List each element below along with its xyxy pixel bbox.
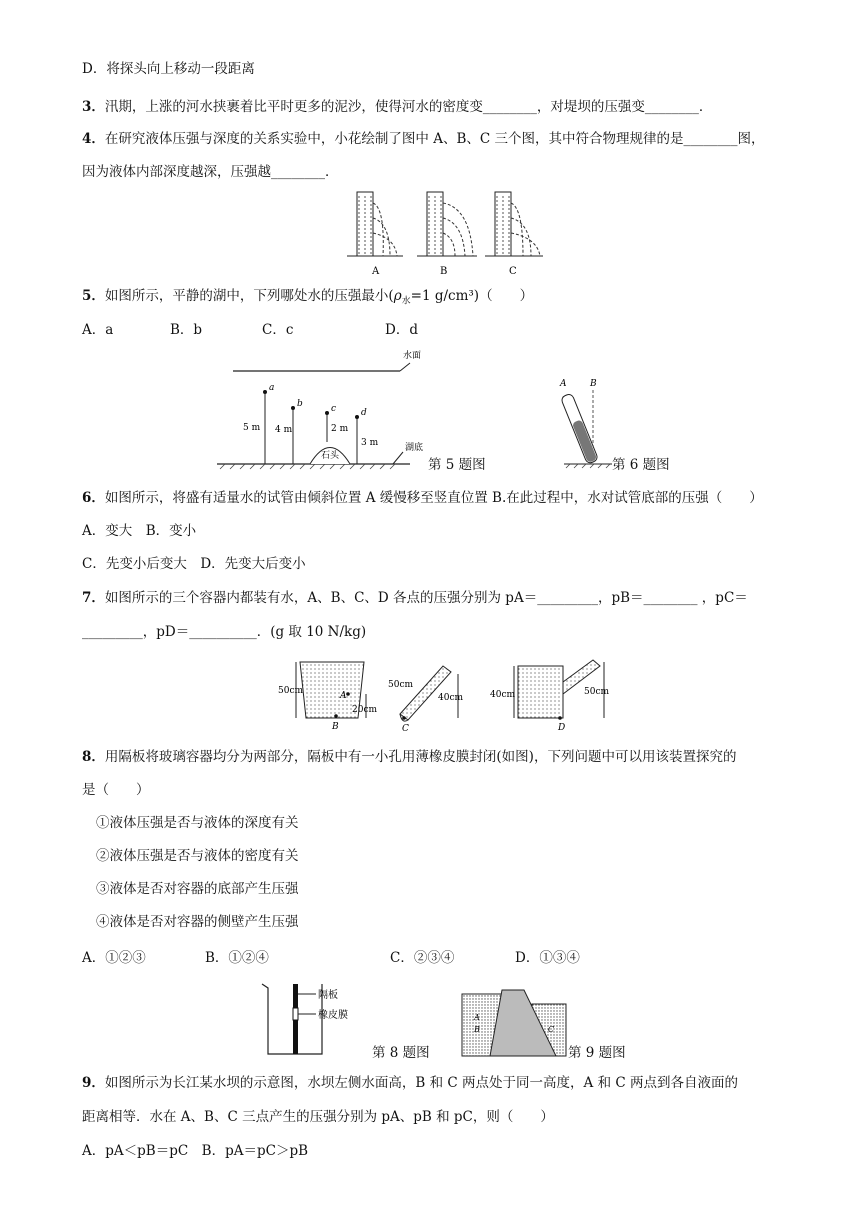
question-9-text-1: 如图所示为长江某水坝的示意图，水坝左侧水面高，B 和 C 两点处于同一高度，A 和 C 两点到各自液面的 — [104, 1075, 738, 1091]
q9-point-b: B — [474, 1025, 480, 1034]
q9-options: A．pA＜pB＝pC B．pA＝pC＞pB — [82, 1143, 309, 1159]
q6-option-c: C．先变小后变大 — [82, 556, 187, 572]
q2-option-d: D．将探头向上移动一段距离 — [82, 61, 255, 77]
rho-value: =1 g/cm³)（ ） — [410, 288, 534, 304]
partition-label: 隔板 — [318, 990, 338, 1001]
q5-option-a: A．a — [82, 322, 114, 338]
question-5-stem: 如图所示，平静的湖中，下列哪处水的压强最小( — [104, 288, 394, 304]
q6-option-ab — [82, 521, 196, 541]
question-7-number: 7． — [82, 590, 105, 606]
point-d-group — [355, 408, 379, 464]
q6-option-b: B．变小 — [145, 523, 197, 539]
question-4-line-2: 因为液体内部深度越深，压强越________． — [82, 164, 339, 180]
lake-bottom-label: 湖底 — [405, 443, 424, 453]
question-8-line-1 — [82, 747, 736, 767]
q6-option-d: D．先变大后变小 — [200, 556, 306, 572]
question-6-number: 6． — [82, 490, 105, 506]
point-d-label: d — [361, 408, 367, 418]
q8-item-2: ②液体压强是否与液体的密度有关 — [96, 848, 299, 864]
depth-b-label: 4 m — [275, 425, 293, 435]
q4-diagram-b — [417, 192, 477, 277]
q8-caption: 第 8 题图 — [372, 1045, 430, 1061]
depth-a-label: 5 m — [243, 423, 261, 433]
q6-label-a: A — [560, 379, 567, 389]
q7-point-c: C — [402, 724, 409, 734]
question-7-text-1: 如图所示的三个容器内都装有水，A、B、C、D 各点的压强分别为 pA＝_________，pB＝________ ，pC＝ — [104, 590, 748, 606]
question-4-line-1 — [82, 129, 765, 149]
question-9-number: 9． — [82, 1075, 105, 1091]
q9-point-a: A — [474, 1013, 480, 1022]
q6-figure — [558, 376, 614, 472]
q7-c2-length: 50cm — [388, 680, 414, 690]
question-8-line-2: 是（ ） — [82, 782, 150, 798]
question-5 — [82, 286, 533, 312]
question-9-line-2: 距离相等．水在 A、B、C 三点产生的压强分别为 pA、pB 和 pC，则（ ） — [82, 1109, 554, 1125]
q7-c2-height: 40cm — [438, 693, 464, 703]
question-4-text-1: 在研究液体压强与深度的关系实验中，小花绘制了图中 A、B、C 三个图，其中符合物理规律的是________图， — [104, 131, 765, 147]
q8-item-1: ①液体压强是否与液体的深度有关 — [96, 815, 299, 831]
depth-c-label: 2 m — [331, 424, 349, 434]
rho-symbol: ρ — [393, 288, 402, 304]
q7-point-b: B — [332, 722, 339, 732]
q6-option-cd — [82, 554, 306, 574]
q8-item-4: ④液体是否对容器的侧壁产生压强 — [96, 914, 299, 930]
q7-container-3 — [490, 660, 609, 733]
q5-option-c: C．c — [262, 322, 294, 338]
water-surface-label: 水面 — [403, 351, 422, 361]
point-b-label: b — [297, 399, 303, 409]
q9-figure — [460, 986, 570, 1058]
q9-point-c: C — [548, 1025, 555, 1034]
q4-label-c: C — [509, 266, 517, 277]
point-b-group — [275, 399, 303, 464]
question-8-text-1: 用隔板将玻璃容器均分为两部分，隔板中有一小孔用薄橡皮膜封闭(如图)，下列问题中可以用该装置探究的 — [104, 749, 737, 765]
q4-label-a: A — [372, 266, 380, 277]
q7-c1-depth: 20cm — [352, 705, 378, 715]
q7-container-1 — [278, 662, 377, 732]
question-7-line-1 — [82, 588, 748, 608]
stone-label: 石头 — [321, 451, 340, 461]
q4-diagram-c — [485, 192, 543, 277]
depth-d-label: 3 m — [361, 438, 379, 448]
q7-c1-height: 50cm — [278, 686, 304, 696]
question-6 — [82, 488, 763, 508]
q8-option-b: B．①②④ — [205, 950, 269, 966]
point-a-label: a — [269, 383, 275, 393]
q5-option-b: B．b — [170, 322, 203, 338]
q9-caption: 第 9 题图 — [568, 1045, 626, 1061]
q7-container-2 — [388, 666, 463, 734]
question-3 — [82, 97, 712, 117]
q8-figure — [258, 978, 368, 1060]
question-4-number: 4． — [82, 131, 105, 147]
q5-caption: 第 5 题图 — [428, 457, 486, 473]
q8-option-c: C．②③④ — [390, 950, 455, 966]
membrane-label: 橡皮膜 — [318, 1010, 348, 1021]
q6-option-a: A．变大 — [82, 523, 133, 539]
question-7-line-2: _________，pD＝__________．(g 取 10 N/kg) — [82, 624, 367, 640]
question-3-text: 汛期，上涨的河水挟裹着比平时更多的泥沙，使得河水的密度变________，对堤坝的压强变________． — [104, 99, 713, 115]
question-6-stem: 如图所示，将盛有适量水的试管由倾斜位置 A 缓慢移至竖直位置 B.在此过程中，水对试管底部的压强（ ） — [104, 490, 763, 506]
q6-label-b: B — [590, 379, 597, 389]
q8-item-3: ③液体是否对容器的底部产生压强 — [96, 881, 299, 897]
q8-option-a: A．①②③ — [82, 950, 146, 966]
q5-figure — [215, 346, 425, 470]
q7-point-d: D — [558, 723, 566, 733]
q7-c3-height: 40cm — [490, 690, 516, 700]
q7-c3-height-2: 50cm — [584, 687, 610, 697]
q4-figure — [345, 188, 545, 280]
q7-figure — [278, 652, 618, 734]
q4-label-b: B — [440, 266, 448, 277]
point-c-label: c — [331, 404, 337, 414]
question-3-number: 3． — [82, 99, 105, 115]
point-a-group — [243, 383, 274, 464]
q8-option-d: D．①③④ — [515, 950, 580, 966]
question-5-number: 5． — [82, 288, 105, 304]
q6-caption: 第 6 题图 — [612, 457, 670, 473]
q5-option-d: D．d — [385, 322, 418, 338]
point-c-group — [325, 404, 349, 442]
q7-point-a: A — [340, 691, 347, 701]
q4-diagram-a — [347, 192, 403, 277]
question-8-number: 8． — [82, 749, 105, 765]
rho-subscript: 水 — [401, 296, 411, 307]
question-9-line-1 — [82, 1073, 738, 1093]
